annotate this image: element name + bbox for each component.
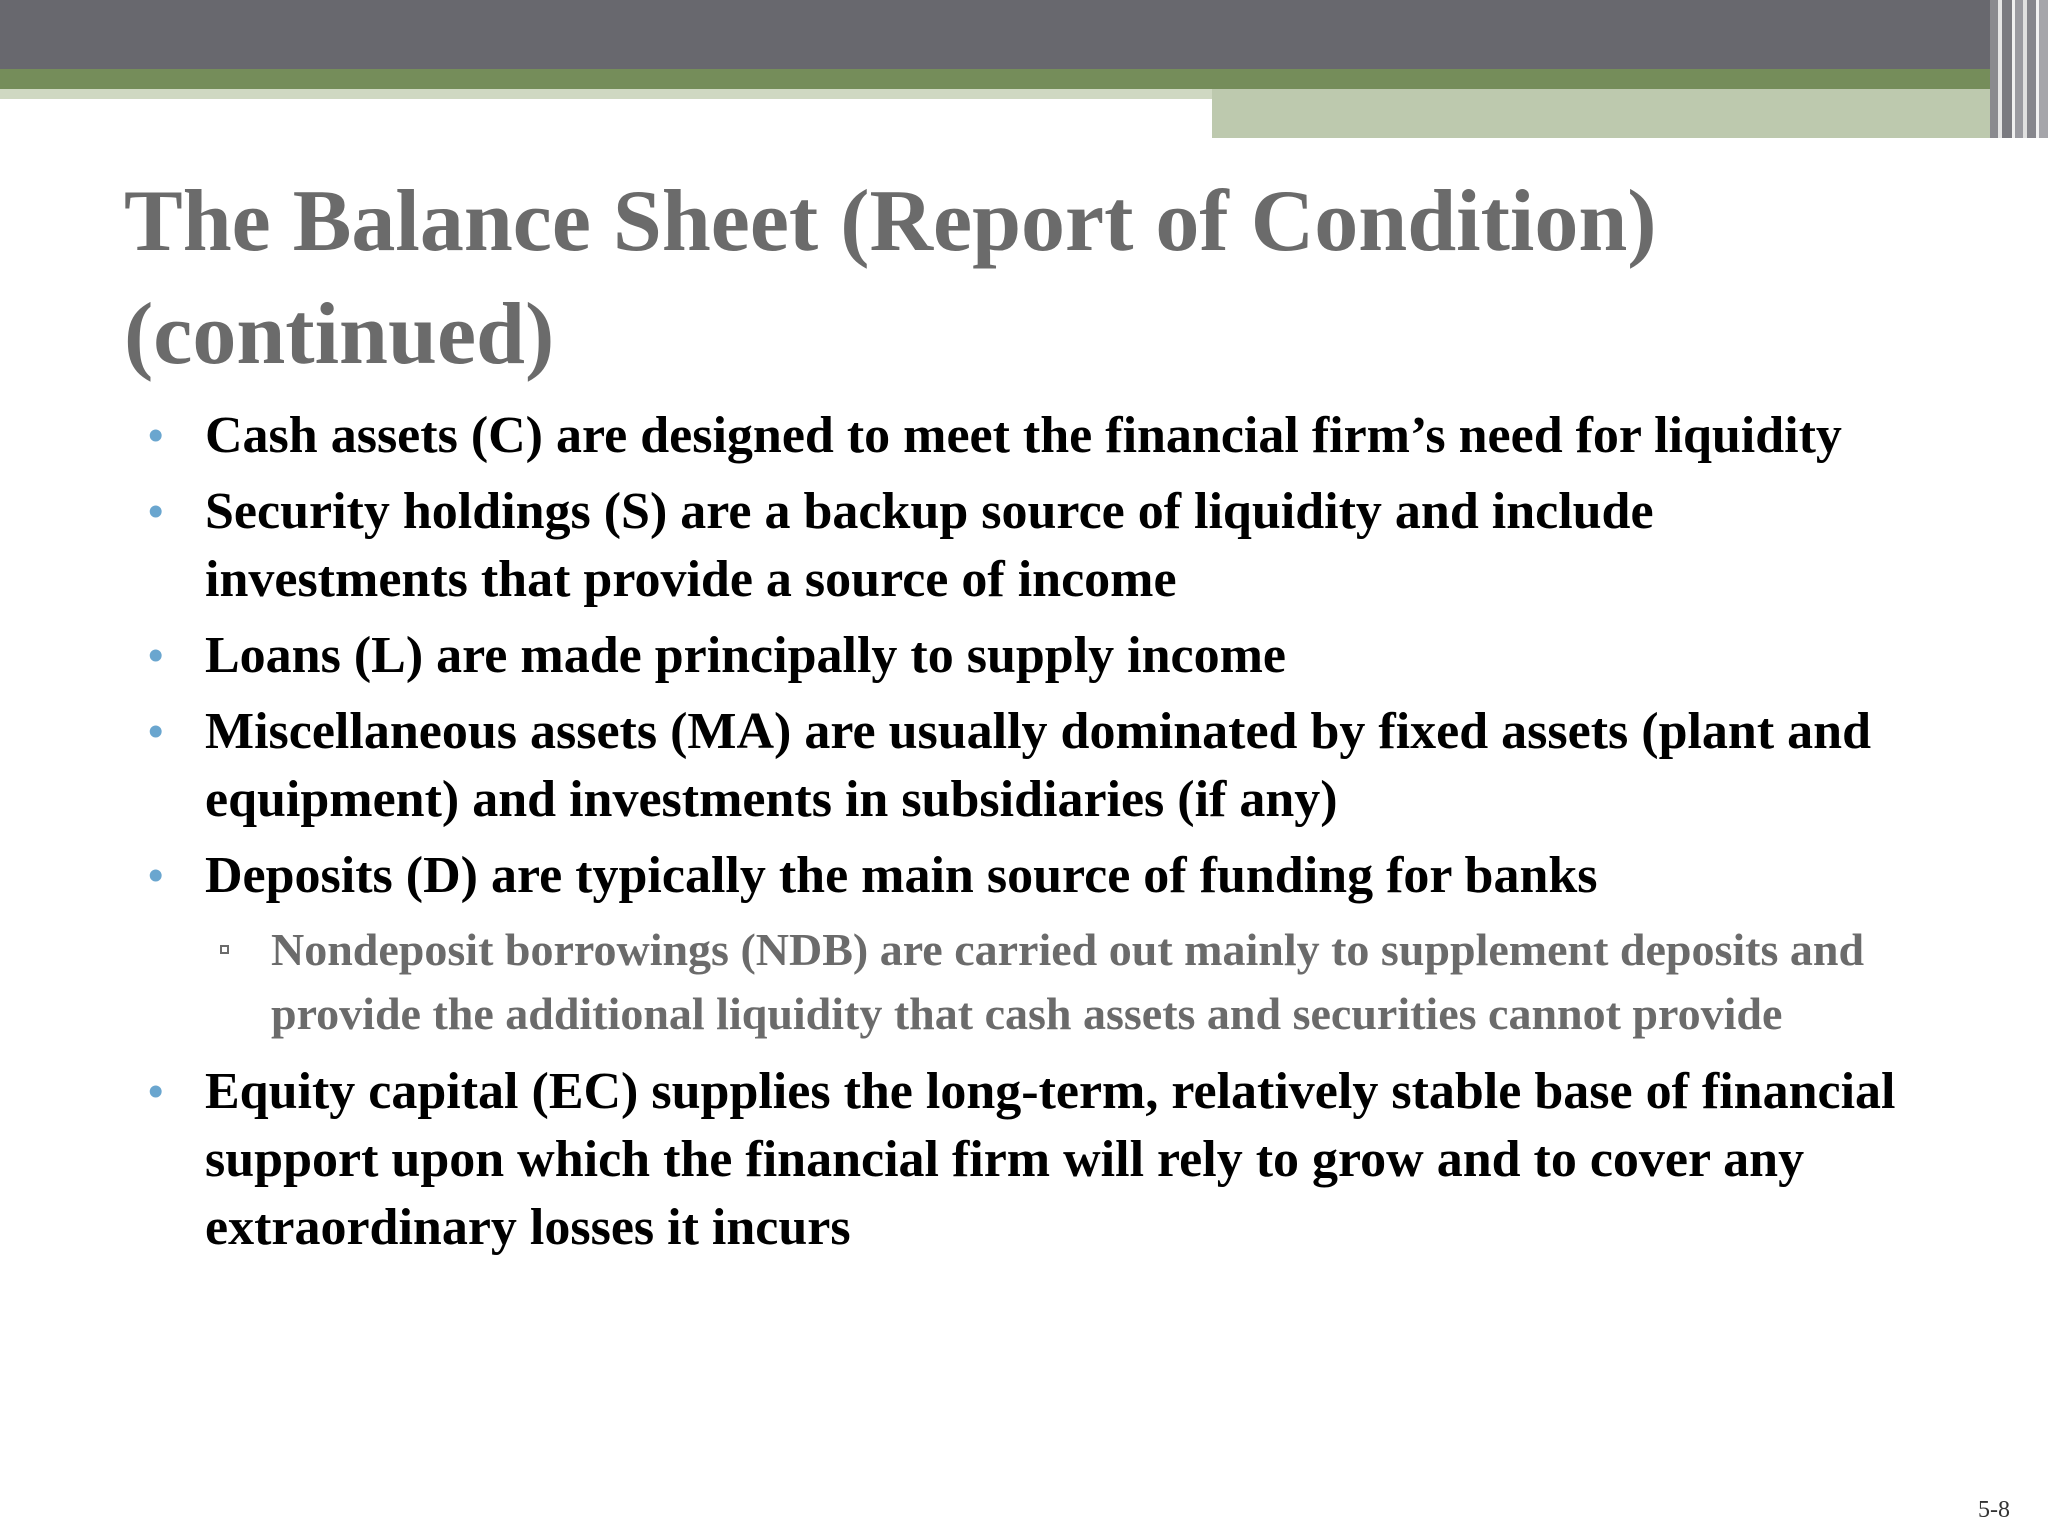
bullet-item [148,402,1908,470]
bullet-text: Equity capital (EC) supplies the long-term, relatively stable base of financial support upon which the financial firm will rely to grow and to cover any extraordinary losses it incurs [205,1063,1896,1256]
bullet-dot-icon: • [148,851,164,900]
slide-title: The Balance Sheet (Report of Condition) (continued) [124,173,1657,383]
header-band-green-light [1212,89,2048,138]
bullet-list [148,402,1908,1270]
sub-bullet-text: Nondeposit borrowings (NDB) are carried out mainly to supplement deposits and provide the additional liquidity that cash assets and securities cannot provide [271,924,1865,1039]
bullet-text: Miscellaneous assets (MA) are usually dominated by fixed assets (plant and equipment) and investments in subsidiaries (if any) [205,703,1872,828]
bullet-dot-icon: • [148,487,164,536]
bullet-text: Loans (L) are made principally to supply income [205,627,1287,684]
bullet-dot-icon: • [148,1067,164,1116]
bullet-dot-icon: • [148,411,164,460]
bullet-text: Deposits (D) are typically the main source of funding for banks [205,847,1598,904]
slide-number: 5-8 [1978,1497,2010,1523]
bullet-dot-icon: • [148,707,164,756]
bullet-dot-icon: • [148,631,164,680]
header-band-gray [0,0,2048,70]
header-band-green-thin [0,89,1212,99]
bullet-item [148,478,1908,614]
decorative-stripes [1990,0,2048,138]
sub-bullet-item [148,918,1908,1046]
bullet-item [148,1058,1908,1262]
header-band-green [0,69,2048,89]
bullet-item [148,698,1908,834]
bullet-item [148,842,1908,910]
bullet-text: Security holdings (S) are a backup source of liquidity and include investments that provide a source of income [205,483,1654,608]
bullet-item [148,622,1908,690]
square-bullet-icon [220,945,229,954]
bullet-text: Cash assets (C) are designed to meet the financial firm’s need for liquidity [205,407,1842,464]
